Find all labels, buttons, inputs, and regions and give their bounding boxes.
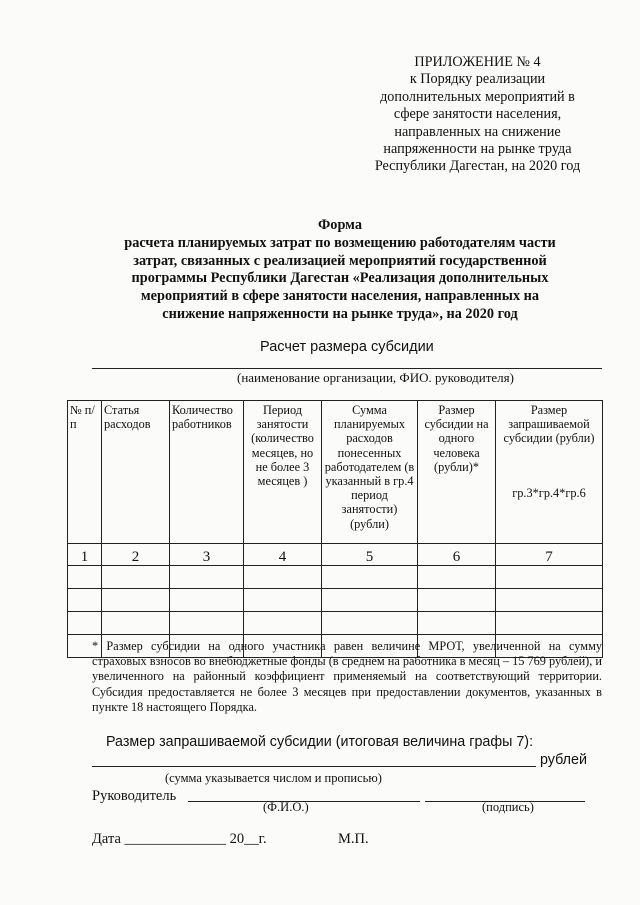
appendix-line: ПРИЛОЖЕНИЕ № 4 — [414, 54, 541, 70]
title-line: мероприятий в сфере занятости населения, направленных на — [140, 288, 540, 305]
appendix-line: сфере занятости населения, — [393, 106, 562, 123]
table-cell[interactable] — [418, 589, 496, 612]
org-name-line[interactable] — [92, 368, 602, 369]
table-cell[interactable] — [244, 566, 322, 589]
table-cell[interactable] — [496, 589, 603, 612]
title-line: снижение напряженности на рынке труда», на 2020 год — [162, 305, 518, 322]
appendix-header — [360, 54, 595, 176]
table-cell[interactable] — [322, 566, 418, 589]
header-employment-period: Период занятости (количество месяцев, но не более 3 месяцев ) — [244, 401, 322, 544]
header-subsidy-per-person: Размер субсидии на одного человека (рубли)* — [418, 401, 496, 544]
appendix-line: напряженности на рынке труда — [383, 141, 572, 158]
column-number: 3 — [170, 544, 244, 566]
date-field[interactable]: Дата ______________ 20__г. — [92, 831, 267, 847]
column-number: 5 — [322, 544, 418, 566]
table-cell[interactable] — [102, 589, 170, 612]
title-line: Форма — [318, 217, 362, 233]
table-row[interactable] — [68, 566, 603, 589]
table-cell[interactable] — [68, 566, 102, 589]
footnote: * Размер субсидии на одного участника равен величине МРОТ, увеличенной на сумму страховых взносов во внебюджетные фонды (в среднем на работника в месяц – 15 769 рублей), и увеличенного на районный коэффициент применяемый на соответствующий территории. Субсидия предоставляется не более 3 месяцев при предоставлении документов, указанных в пункте 18 настоящего Порядка. — [92, 639, 602, 714]
table-cell[interactable] — [102, 612, 170, 635]
table-cell[interactable] — [244, 612, 322, 635]
header-workers-count: Количество работников — [170, 401, 244, 544]
currency-label: рублей — [540, 752, 587, 768]
header-num: № п/п — [68, 401, 102, 544]
appendix-line: к Порядку реализации — [409, 71, 546, 88]
table-row[interactable] — [68, 589, 603, 612]
total-amount-line[interactable] — [92, 766, 536, 767]
table-cell[interactable] — [322, 612, 418, 635]
header-formula: гр.3*гр.4*гр.6 — [512, 485, 586, 500]
total-label: Размер запрашиваемой субсидии (итоговая величина графы 7): — [106, 734, 534, 750]
header-expense-item: Статья расходов — [102, 401, 170, 544]
table-cell[interactable] — [68, 589, 102, 612]
fio-caption: (Ф.И.О.) — [263, 800, 309, 814]
table-cell[interactable] — [102, 566, 170, 589]
table-cell[interactable] — [170, 589, 244, 612]
header-planned-expenses: Сумма планируемых расходов понесенных работодателем (в указанный в гр.4 период занятости) (рубли) — [322, 401, 418, 544]
appendix-line: дополнительных мероприятий в — [380, 88, 575, 105]
column-numbers-row — [68, 544, 603, 566]
subsidy-table — [67, 400, 603, 658]
table-cell[interactable] — [322, 589, 418, 612]
appendix-line: Республики Дагестан, на 2020 год — [374, 158, 581, 175]
org-caption: (наименование организации, ФИО. руководителя) — [237, 370, 514, 385]
signature-caption: (подпись) — [482, 800, 534, 814]
title-line: программы Республики Дагестан «Реализация дополнительных — [131, 270, 549, 287]
column-number: 7 — [496, 544, 603, 566]
table-header-row — [68, 401, 603, 544]
stamp-place: М.П. — [338, 831, 369, 847]
table-cell[interactable] — [170, 566, 244, 589]
sum-caption: (сумма указывается числом и прописью) — [165, 771, 382, 785]
title-line: расчета планируемых затрат по возмещению работодателям части — [124, 234, 556, 251]
form-title — [95, 217, 585, 324]
table-row[interactable] — [68, 612, 603, 635]
column-number: 1 — [68, 544, 102, 566]
head-label: Руководитель — [92, 788, 177, 804]
table-cell[interactable] — [496, 612, 603, 635]
table-cell[interactable] — [496, 566, 603, 589]
column-number: 4 — [244, 544, 322, 566]
table-cell[interactable] — [244, 589, 322, 612]
column-number: 2 — [102, 544, 170, 566]
header-requested-subsidy — [496, 401, 603, 544]
table-cell[interactable] — [418, 566, 496, 589]
header-requested-subsidy-label: Размер запрашиваемой субсидии (рубли) — [503, 403, 595, 446]
title-line: затрат, связанных с реализацией мероприятий государственной — [133, 252, 547, 269]
table-cell[interactable] — [68, 612, 102, 635]
column-number: 6 — [418, 544, 496, 566]
subtitle: Расчет размера субсидии — [260, 339, 434, 355]
table-cell[interactable] — [418, 612, 496, 635]
appendix-line: направленных на снижение — [394, 123, 561, 140]
table-cell[interactable] — [170, 612, 244, 635]
